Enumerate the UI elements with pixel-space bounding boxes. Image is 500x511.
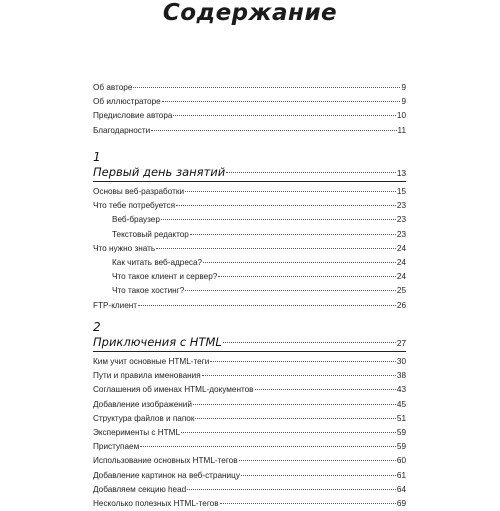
toc-entry[interactable] (93, 81, 406, 95)
toc-entry-label: Использование основных HTML-тегов (93, 456, 238, 466)
toc-leader-dots (255, 389, 396, 390)
toc-entry-label: Добавляем секцию head (93, 484, 187, 494)
toc-entry-label: Что нужно знать (93, 243, 156, 253)
toc-leader-dots (176, 205, 396, 206)
toc-entry-label: Основы веб-разработки (93, 187, 185, 196)
toc-entry-label: Веб-браузер (112, 215, 160, 225)
toc-entry-label: Ким учит основные HTML-теги (93, 357, 210, 366)
page-title: Содержание (162, 0, 338, 26)
toc-subentry[interactable] (93, 256, 406, 270)
toc-entry-page: 26 (396, 300, 406, 310)
toc-leader-dots (193, 404, 396, 405)
toc-entry[interactable] (93, 95, 406, 109)
toc-entry-label: Пути и правила именования (93, 371, 201, 381)
toc-entry-label: Что такое клиент и сервер? (112, 272, 218, 282)
toc-chapter-2 (93, 320, 406, 511)
toc-entry[interactable] (93, 440, 406, 454)
toc-entry[interactable] (93, 454, 406, 468)
toc-entry-page: 59 (396, 427, 406, 437)
toc-leader-dots (195, 418, 395, 419)
toc-subentry[interactable] (93, 270, 406, 284)
toc-entry-page: 61 (396, 470, 406, 480)
toc-entry[interactable] (93, 469, 406, 483)
toc-entry-page: 24 (396, 243, 406, 253)
toc-leader-dots (173, 115, 395, 116)
toc-entry-page: 59 (396, 442, 406, 452)
toc-entry-page: 10 (396, 111, 406, 121)
toc-entry[interactable] (93, 483, 406, 497)
toc-entry-page: 9 (401, 97, 406, 107)
chapter-heading[interactable] (93, 334, 406, 350)
toc-entry-label: Об авторе (93, 83, 133, 92)
toc-entry-page: 23 (396, 215, 406, 225)
chapter-title: Приключения с HTML (93, 335, 222, 349)
toc-entry-label: Об иллюстраторе (93, 97, 161, 107)
toc-leader-dots (223, 342, 396, 343)
toc-entry-page: 38 (396, 371, 406, 381)
toc-entry[interactable] (93, 497, 406, 511)
toc-entry-label: Текстовый редактор (112, 229, 189, 239)
toc-leader-dots (203, 262, 396, 263)
toc-entry-label: Приступаем (93, 442, 140, 452)
toc-entry[interactable] (93, 369, 406, 383)
toc-leader-dots (187, 489, 396, 490)
toc-entry[interactable] (93, 398, 406, 412)
toc-entry-page: 60 (396, 456, 406, 466)
toc-subentry[interactable] (93, 213, 406, 227)
toc-entry-page: 30 (396, 357, 406, 366)
toc-entry[interactable] (93, 355, 406, 369)
toc-leader-dots (133, 87, 400, 88)
toc-entry-page: 69 (396, 498, 406, 508)
toc-entry-page: 23 (396, 229, 406, 239)
toc-entry-label: Предисловие автора (93, 111, 173, 121)
toc-leader-dots (226, 172, 396, 173)
chapter-number: 1 (93, 150, 101, 164)
toc-entry[interactable] (93, 124, 406, 138)
toc-chapter-1 (93, 150, 406, 313)
toc-entry-page: 45 (396, 399, 406, 409)
toc-leader-dots (190, 234, 396, 235)
toc-entry-page: 11 (397, 125, 406, 135)
toc-entry-page: 23 (396, 201, 406, 211)
toc-entry-label: Добавление изображений (93, 399, 192, 409)
toc-entry-label: Добавление картинок на веб-страницу (93, 470, 240, 480)
toc-entry-page: 51 (396, 413, 406, 423)
toc-leader-dots (185, 290, 396, 291)
toc-leader-dots (218, 276, 396, 277)
toc-entry[interactable] (93, 383, 406, 397)
toc-leader-dots (220, 503, 396, 504)
toc-entry[interactable] (93, 185, 406, 199)
chapter-title: Первый день занятий (93, 165, 226, 179)
toc-front-matter (93, 81, 406, 138)
toc-subentry[interactable] (93, 228, 406, 242)
toc-entry-page: 64 (396, 484, 406, 494)
toc-entry-label: FTP-клиент (93, 300, 138, 310)
toc-entry-label: Как читать веб-адреса? (112, 257, 203, 267)
toc-entry[interactable] (93, 242, 406, 256)
toc-leader-dots (181, 432, 396, 433)
toc-leader-dots (202, 375, 396, 376)
toc-leader-dots (210, 361, 396, 362)
toc-leader-dots (162, 101, 401, 102)
chapter-divider (93, 351, 406, 352)
toc-entry-page: 24 (396, 272, 406, 282)
toc-leader-dots (161, 219, 396, 220)
toc-leader-dots (156, 248, 396, 249)
toc-entry-label: Что тебе потребуется (93, 201, 176, 211)
chapter-number: 2 (93, 320, 101, 334)
toc-leader-dots (241, 475, 396, 476)
toc-entry-page: 9 (401, 83, 406, 92)
toc-entry-label: Благодарности (93, 125, 151, 135)
toc-entry-page: 43 (396, 385, 406, 395)
chapter-page: 27 (396, 339, 406, 348)
toc-entry[interactable] (93, 299, 406, 313)
toc-leader-dots (138, 305, 396, 306)
toc-entry[interactable] (93, 426, 406, 440)
toc-subentry[interactable] (93, 284, 406, 298)
toc-entry-label: Несколько полезных HTML-тегов (93, 498, 219, 508)
toc-leader-dots (239, 460, 396, 461)
chapter-page: 13 (396, 169, 406, 178)
toc-entry[interactable] (93, 412, 406, 426)
toc-entry-page: 25 (396, 286, 406, 296)
toc-leader-dots (140, 446, 396, 447)
toc-entry-label: Структура файлов и папок (93, 413, 195, 423)
toc-entry-label: Эксперименты с HTML (93, 427, 181, 437)
toc-leader-dots (185, 191, 396, 192)
toc-entry-label: Соглашения об именах HTML-документов (93, 385, 254, 395)
toc-entry[interactable] (93, 199, 406, 213)
toc-entry[interactable] (93, 109, 406, 123)
toc-entry-label: Что такое хостинг? (112, 286, 185, 296)
toc-entry-page: 24 (396, 257, 406, 267)
chapter-divider (93, 181, 406, 182)
toc-entry-page: 15 (396, 187, 406, 196)
toc-leader-dots (151, 130, 396, 131)
chapter-heading[interactable] (93, 164, 406, 180)
